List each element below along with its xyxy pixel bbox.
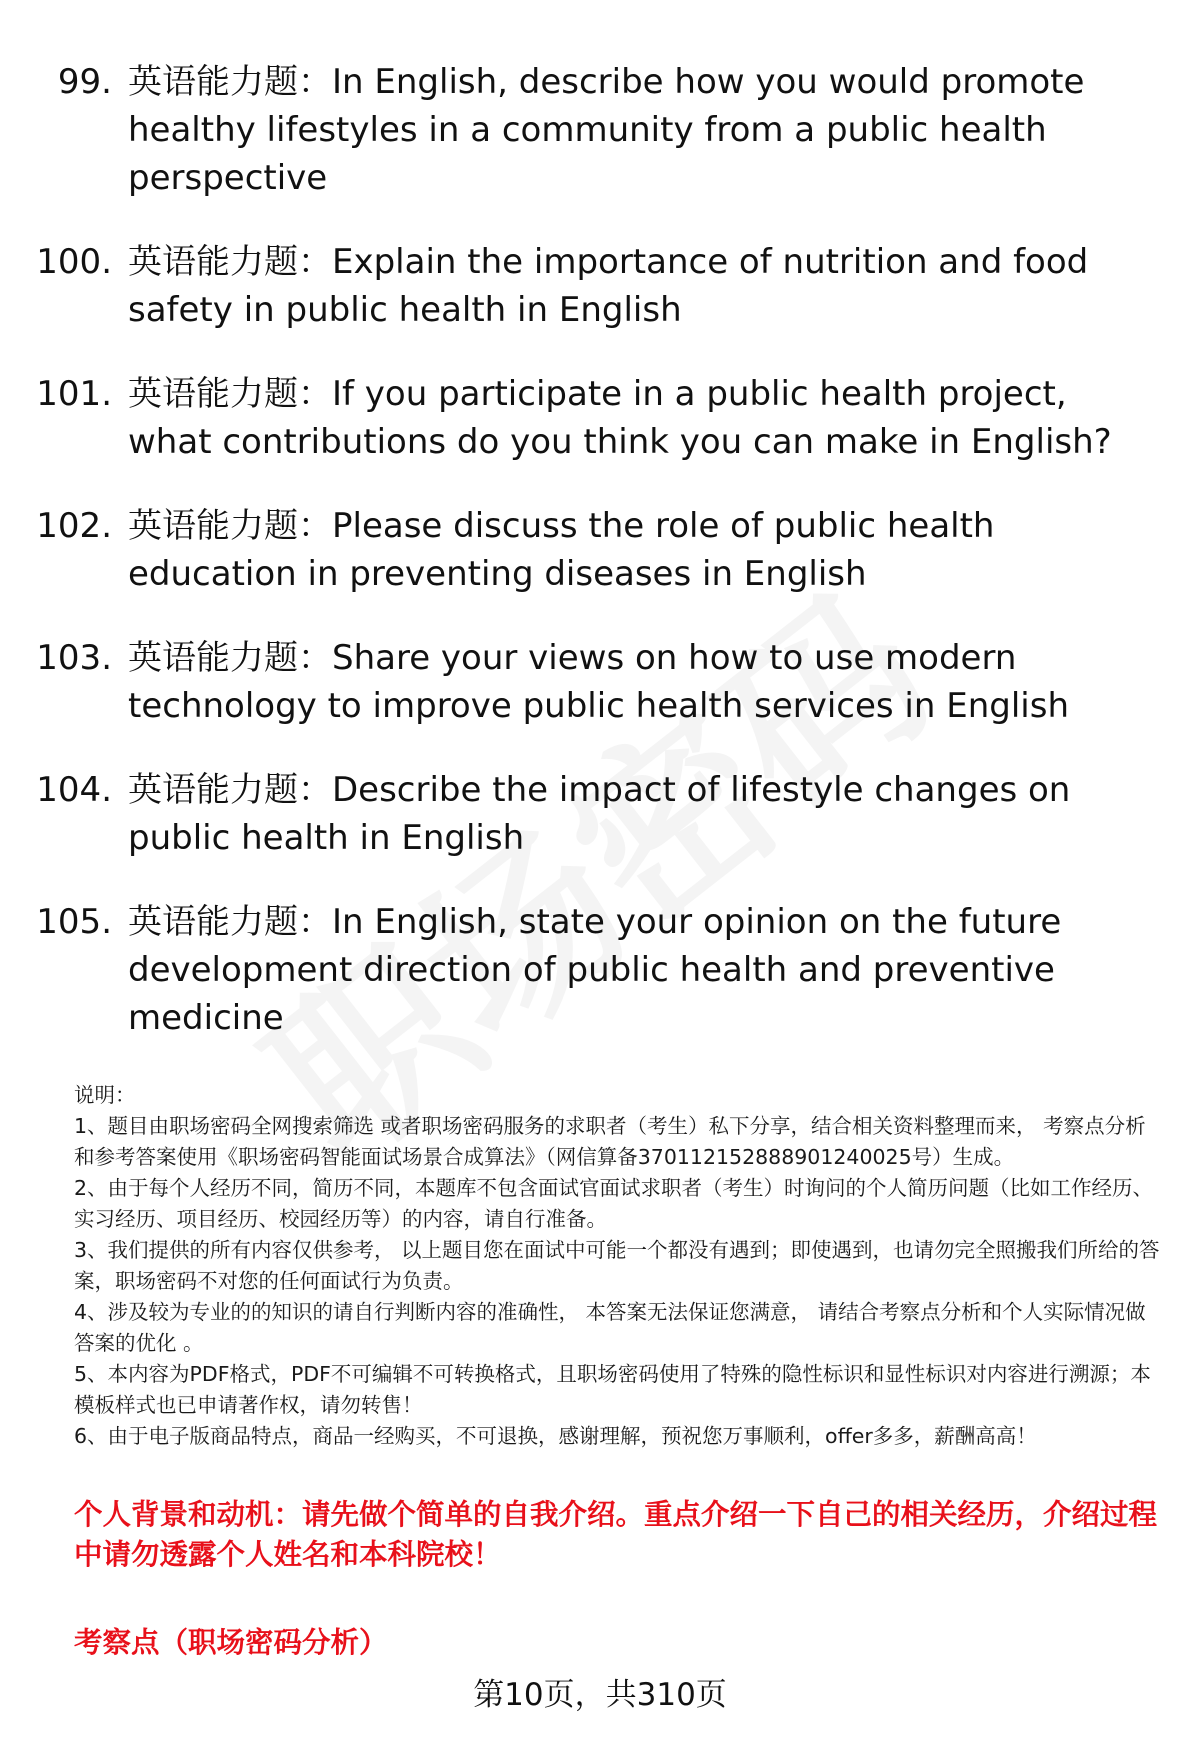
question-number: 104.	[36, 770, 112, 810]
question-number: 101.	[36, 374, 112, 414]
note-item: 2、由于每个人经历不同，简历不同，本题库不包含面试官面试求职者（考生）时询问的个人简历问题（比如工作经历、实习经历、项目经历、校园经历等）的内容，请自行准备。	[74, 1176, 1154, 1231]
question-text: 英语能力题：In English, describe how you would promote healthy lifestyles in a community from a public health perspective	[128, 62, 1085, 198]
note-item: 4、涉及较为专业的的知识的请自行判断内容的准确性， 本答案无法保证您满意， 请结合考察点分析和个人实际情况做答案的优化 。	[74, 1300, 1146, 1355]
note-item: 1、题目由职场密码全网搜索筛选 或者职场密码服务的求职者（考生）私下分享，结合相关资料整理而来， 考察点分析和参考答案使用《职场密码智能面试场景合成算法》（网信算备370112152888901240025号）生成。	[74, 1114, 1146, 1169]
question-text: 英语能力题：Please discuss the role of public health education in preventing diseases in English	[128, 506, 995, 594]
question-text: 英语能力题：If you participate in a public health project, what contributions do you think you can make in English?	[128, 374, 1112, 462]
page-footer: 第10页，共310页	[473, 1677, 727, 1713]
question-number: 105.	[36, 902, 112, 942]
section-heading: 个人背景和动机：请先做个简单的自我介绍。重点介绍一下自己的相关经历，介绍过程中请勿透露个人姓名和本科院校！	[74, 1498, 1158, 1571]
notes-title: 说明：	[74, 1083, 136, 1107]
analysis-heading: 考察点（职场密码分析）	[74, 1626, 388, 1659]
question-text: 英语能力题：Explain the importance of nutrition and food safety in public health in English	[128, 242, 1089, 330]
question-number: 103.	[36, 638, 112, 678]
note-item: 3、我们提供的所有内容仅供参考， 以上题目您在面试中可能一个都没有遇到；即使遇到，也请勿完全照搬我们所给的答案，职场密码不对您的任何面试行为负责。	[74, 1238, 1160, 1293]
question-text: 英语能力题：Describe the impact of lifestyle changes on public health in English	[128, 770, 1071, 858]
question-number: 99.	[57, 62, 112, 102]
note-item: 5、本内容为PDF格式，PDF不可编辑不可转换格式，且职场密码使用了特殊的隐性标识和显性标识对内容进行溯源；本模板样式也已申请著作权，请勿转售！	[74, 1362, 1151, 1417]
notes-section	[74, 1080, 1164, 1452]
question-text: 英语能力题：Share your views on how to use modern technology to improve public health services in English	[128, 638, 1069, 726]
question-number: 100.	[36, 242, 112, 282]
question-number: 102.	[36, 506, 112, 546]
question-text: 英语能力题：In English, state your opinion on the future development direction of public health and preventive medicine	[128, 902, 1062, 1038]
note-item: 6、由于电子版商品特点，商品一经购买，不可退换，感谢理解，预祝您万事顺利，offer多多，薪酬高高！	[74, 1424, 1037, 1448]
